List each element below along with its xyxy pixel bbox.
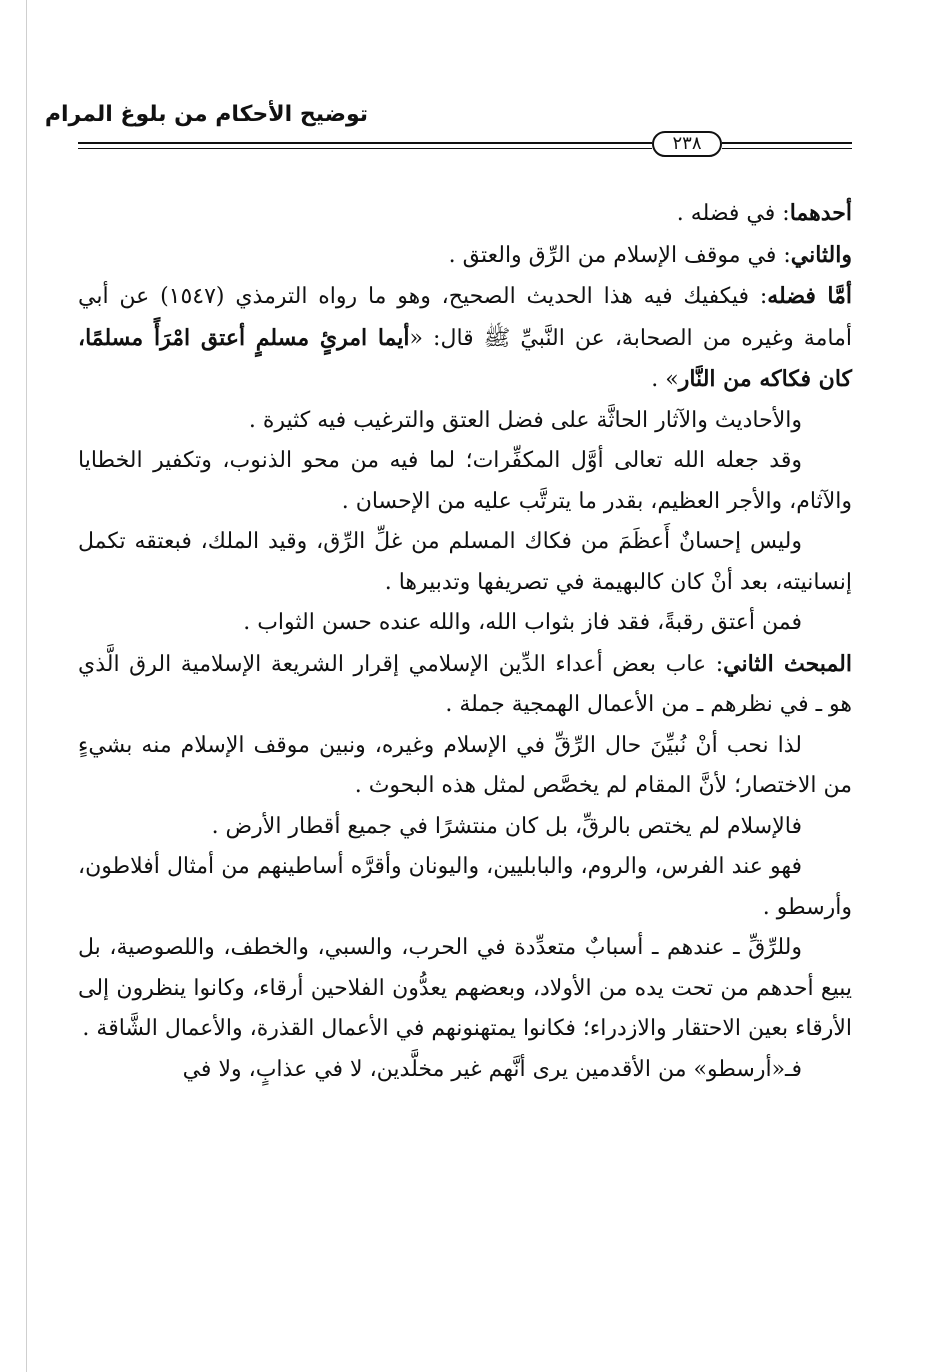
- running-title: توضيح الأحكام من بلوغ المرام: [44, 102, 368, 127]
- paragraph: فهو عند الفرس، والروم، والبابليين، واليونان وأقرَّه أساطينهم من أمثال أفلاطون، وأرسطو .: [78, 854, 852, 920]
- page-body: [78, 193, 852, 1090]
- page-number: ٢٣٨: [652, 131, 722, 157]
- paragraph: والأحاديث والآثار الحاثَّة على فضل العتق والترغيب فيه كثيرة .: [248, 407, 802, 433]
- paragraph: فالإسلام لم يختص بالرقِّ، بل كان منتشرًا في جميع أقطار الأرض .: [211, 813, 802, 839]
- paragraph-text: : في فضله .: [676, 201, 790, 226]
- header-rule: [722, 148, 852, 149]
- paragraph-text: : عاب بعض أعداء الدِّين الإسلامي إقرار الشريعة الإسلامية الرق الَّذي هو ـ في نظرهم ـ من الأعمال الهمجية جملة .: [78, 651, 852, 717]
- paragraph-lead: أحدهما: [789, 200, 852, 226]
- paragraph-text: » .: [651, 367, 679, 392]
- paragraph: [78, 235, 852, 277]
- paragraph-text: : فيكفيك فيه هذا الحديث الصحيح، وهو ما رواه الترمذي (١٥٤٧) عن أبي أمامة وغيره من الصحابة، عن النَّبيِّ ﷺ قال: «: [78, 284, 852, 351]
- header-rule: [78, 142, 652, 144]
- header-rule: [78, 148, 652, 149]
- paragraph-text: : في موقف الإسلام من الرِّق والعتق .: [448, 242, 791, 268]
- section-heading: المبحث الثاني: [723, 650, 852, 677]
- paragraph-lead: والثاني: [790, 241, 852, 268]
- hadith-quote: أيما امرئٍ مسلمٍ أعتق امْرَأً مسلمًا، كان فكاكه من النَّار: [78, 324, 852, 392]
- binding-edge-line: [26, 0, 27, 1372]
- paragraph-lead: أمَّا فضله: [767, 283, 853, 309]
- paragraph: فـ«أرسطو» من الأقدمين يرى أنَّهم غير مخلَّدين، لا في عذابٍ، ولا في: [182, 1056, 802, 1082]
- paragraph: لذا نحب أنْ نُبيِّنَ حال الرِّقِّ في الإسلام وغيره، ونبين موقف الإسلام منه بشيءٍ من الاختصار؛ لأنَّ المقام لم يخصَّص لمثل هذه البحوث .: [78, 732, 852, 798]
- paragraph: وقد جعله الله تعالى أوَّل المكفِّرات؛ لما فيه من محو الذنوب، وتكفير الخطايا والآثام، والأجر العظيم، بقدر ما يترتَّب عليه من الإحسان .: [78, 448, 852, 514]
- paragraph: [78, 193, 852, 235]
- paragraph: [78, 276, 852, 401]
- section-paragraph: [78, 644, 852, 726]
- paragraph: وليس إحسانٌ أَعظَمَ من فكاك المسلم من غلِّ الرِّق، وقيد الملك، فبعتقه تكمل إنسانيته، بعد أنْ كان كالبهيمة في تصريفها وتدبيرها .: [78, 529, 852, 595]
- paragraph: فمن أعتق رقبةً، فقد فاز بثواب الله، والله عنده حسن الثواب .: [243, 610, 802, 635]
- paragraph: وللرِّقِّ ـ عندهم ـ أسبابٌ متعدِّدة في الحرب، والسبي، والخطف، واللصوصية، بل يبيع أحدهم من تحت يده من الأولاد، وبعضهم يعدُّون الفلاحين أرقاء، وكانوا ينظرون إلى الأرقاء بعين الاحتقار والازدراء؛ فكانوا يمتهنونهم في الأعمال القذرة، والأعمال الشَّاقة .: [78, 935, 852, 1041]
- header-rule: [722, 142, 852, 144]
